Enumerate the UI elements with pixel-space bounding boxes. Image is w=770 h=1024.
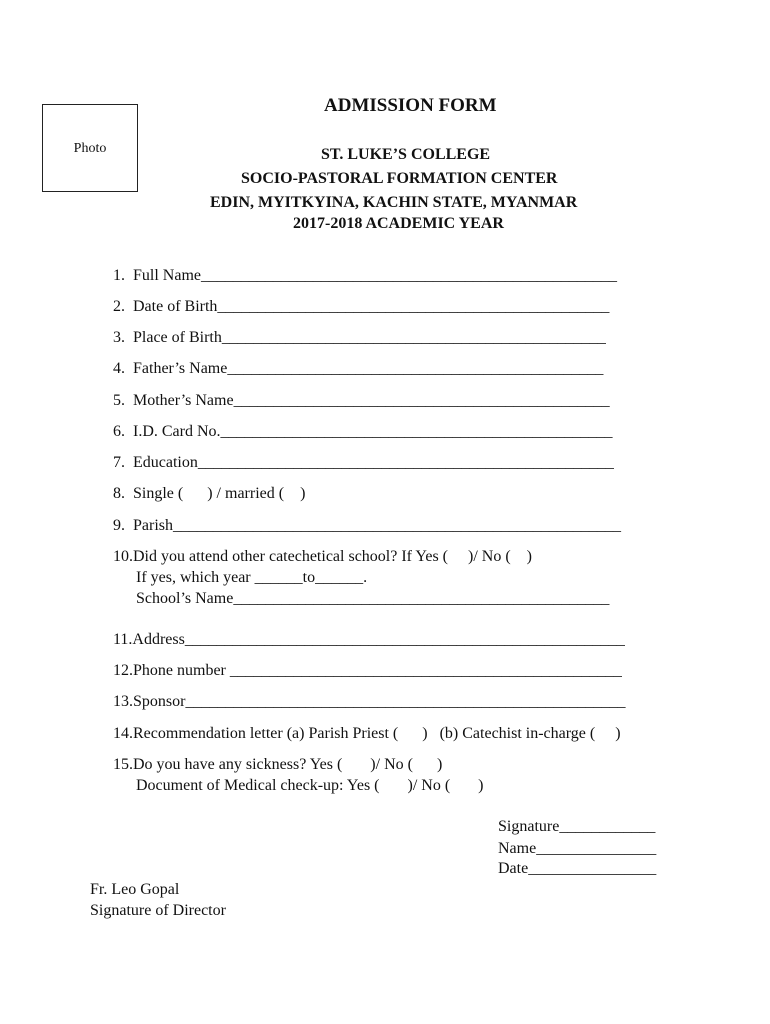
director-signature-label: Signature of Director xyxy=(90,902,226,919)
field-parish[interactable]: 9. Parish________________________________________________________ xyxy=(113,517,621,534)
field-school-years[interactable]: If yes, which year ______to______. xyxy=(136,569,368,586)
signature-line[interactable]: Signature____________ xyxy=(498,818,656,835)
field-date-of-birth[interactable]: 2. Date of Birth_________________________________________________ xyxy=(113,298,610,315)
field-phone[interactable]: 12.Phone number _________________________________________________ xyxy=(113,662,622,679)
director-name: Fr. Leo Gopal xyxy=(90,881,180,898)
field-education[interactable]: 7. Education____________________________________________________ xyxy=(113,454,614,471)
field-place-of-birth[interactable]: 3. Place of Birth________________________________________________ xyxy=(113,329,606,346)
field-id-card[interactable]: 6. I.D. Card No._________________________________________________ xyxy=(113,423,613,440)
photo-box xyxy=(42,104,138,192)
field-mothers-name[interactable]: 5. Mother’s Name_______________________________________________ xyxy=(113,392,610,409)
name-line[interactable]: Name_______________ xyxy=(498,840,657,857)
field-recommendation[interactable]: 14.Recommendation letter (a) Parish Priest ( ) (b) Catechist in-charge ( ) xyxy=(113,725,621,742)
field-marital-status[interactable]: 8. Single ( ) / married ( ) xyxy=(113,485,306,502)
field-medical-checkup[interactable]: Document of Medical check-up: Yes ( )/ No ( ) xyxy=(136,777,484,794)
field-sickness[interactable]: 15.Do you have any sickness? Yes ( )/ No ( ) xyxy=(113,756,443,773)
field-full-name[interactable]: 1. Full Name____________________________________________________ xyxy=(113,267,617,284)
field-school-name[interactable]: School’s Name_______________________________________________ xyxy=(136,590,610,607)
location: EDIN, MYITKYINA, KACHIN STATE, MYANMAR xyxy=(210,194,578,211)
field-fathers-name[interactable]: 4. Father’s Name_______________________________________________ xyxy=(113,360,604,377)
academic-year: 2017-2018 ACADEMIC YEAR xyxy=(293,215,504,232)
photo-label: Photo xyxy=(73,141,107,156)
college-name: ST. LUKE’S COLLEGE xyxy=(321,146,491,163)
date-line[interactable]: Date________________ xyxy=(498,860,657,877)
form-title: ADMISSION FORM xyxy=(324,95,497,116)
field-sponsor[interactable]: 13.Sponsor_______________________________________________________ xyxy=(113,693,626,710)
center-name: SOCIO-PASTORAL FORMATION CENTER xyxy=(241,170,558,187)
field-address[interactable]: 11.Address_______________________________________________________ xyxy=(113,631,625,648)
field-catechetical-school[interactable]: 10.Did you attend other catechetical school? If Yes ( )/ No ( ) xyxy=(113,548,532,565)
